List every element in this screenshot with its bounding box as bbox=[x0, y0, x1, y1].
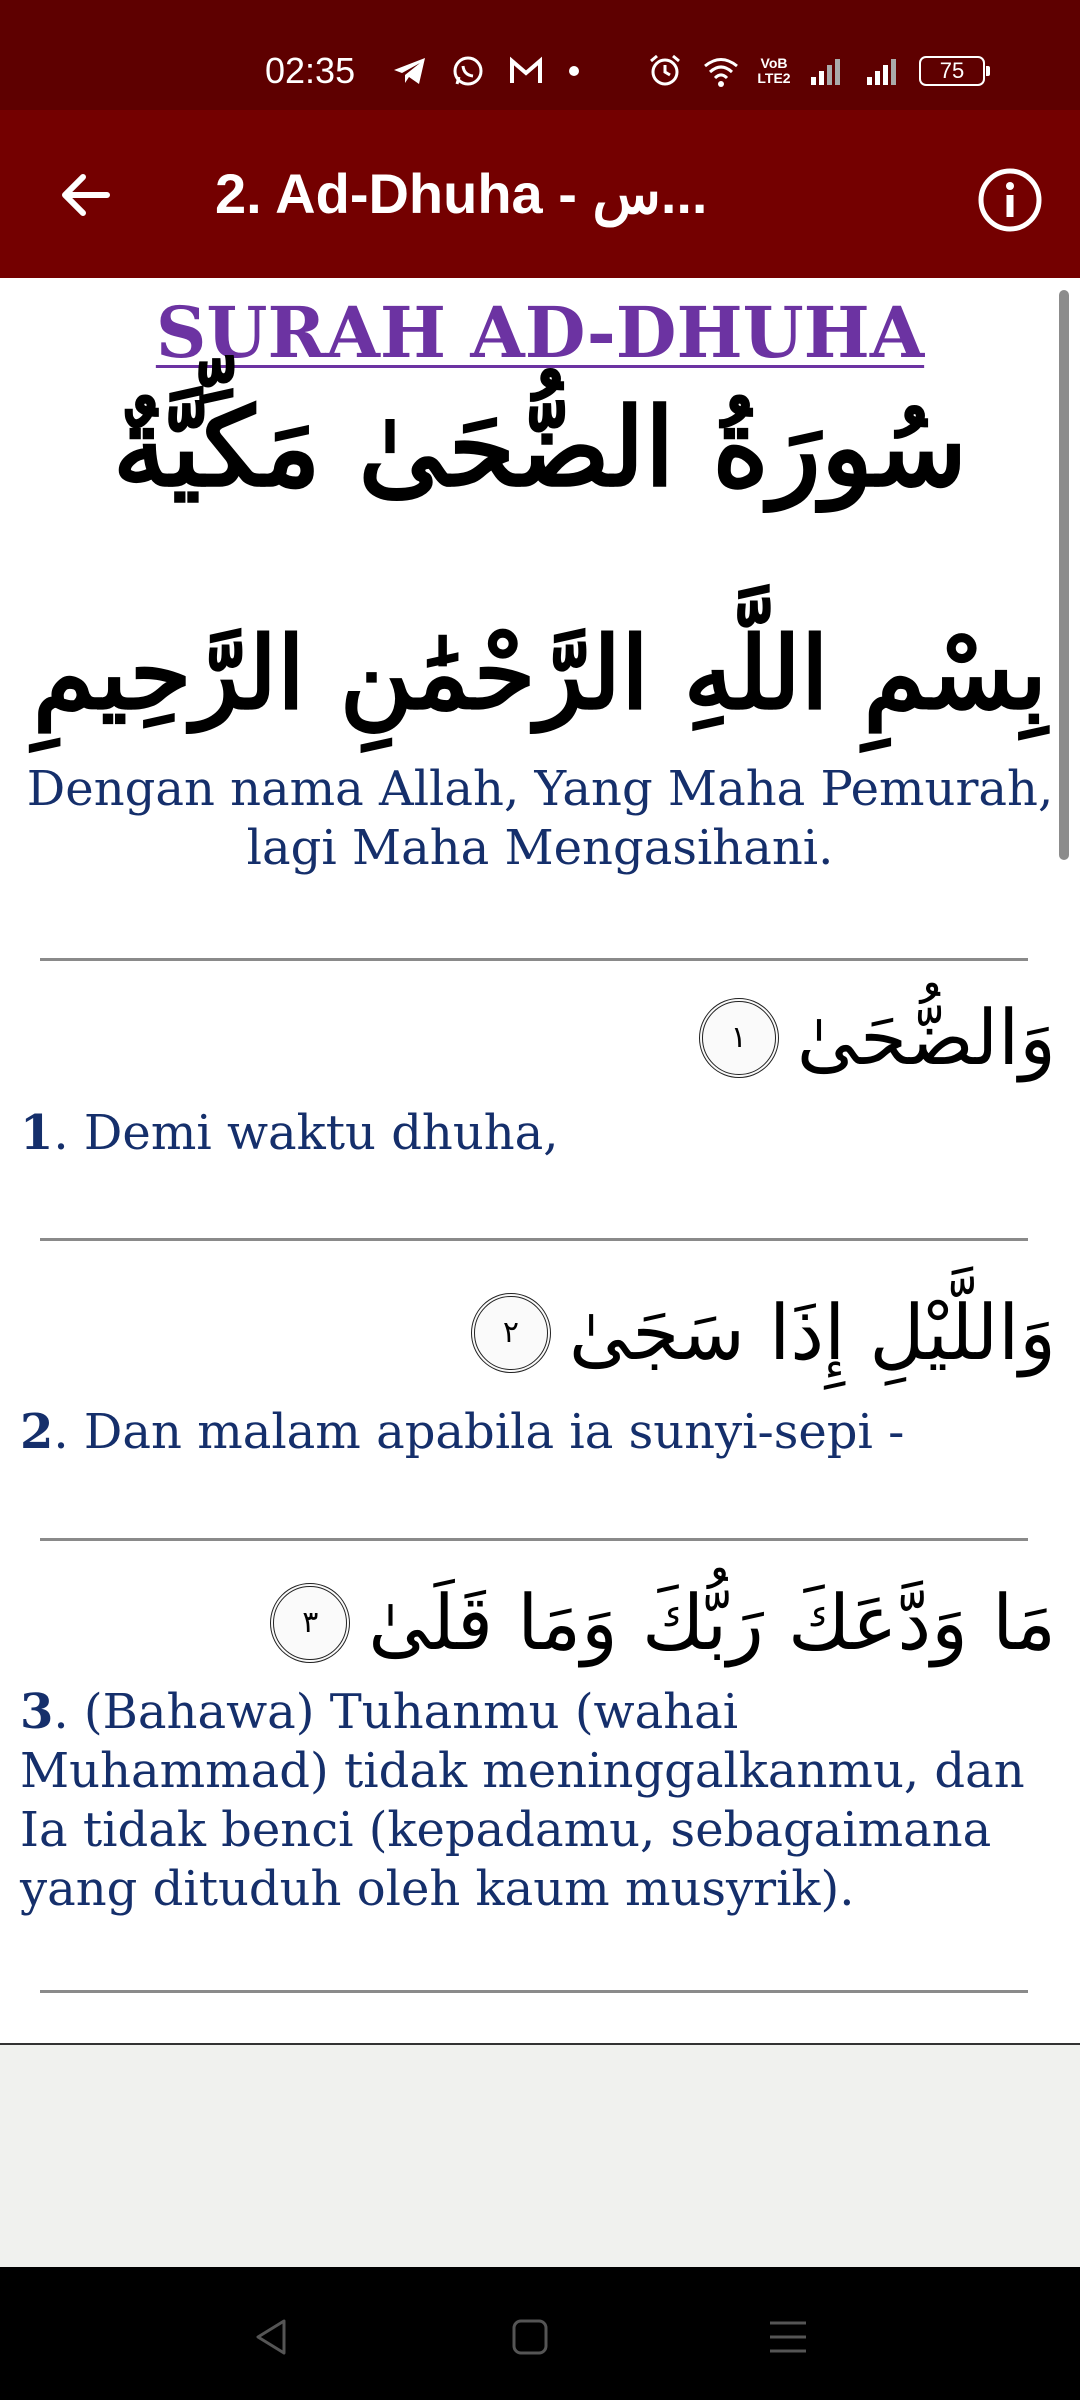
dot-icon bbox=[564, 53, 584, 89]
bismillah-translation: Dengan nama Allah, Yang Maha Pemurah, lagi Maha Mengasihani. bbox=[26, 761, 1054, 876]
volte-label-top: VoB bbox=[760, 55, 788, 71]
system-nav-bar bbox=[0, 2267, 1080, 2400]
volte-label-bottom: LTE2 bbox=[757, 70, 791, 86]
bottom-panel bbox=[0, 2043, 1080, 2267]
ayah-marker-1: ١ bbox=[699, 998, 779, 1078]
ayah-number: 2 bbox=[20, 1404, 54, 1460]
ayah-arabic-3 bbox=[270, 1568, 1056, 1678]
ayah-arabic-2 bbox=[471, 1278, 1056, 1388]
surah-heading: SURAH AD-DHUHA bbox=[155, 291, 925, 374]
ayah-translation-3 bbox=[20, 1683, 1060, 1919]
divider bbox=[40, 958, 1028, 961]
nav-recents-icon bbox=[766, 2315, 810, 2359]
status-bar bbox=[0, 0, 1080, 110]
ayah-translation-1 bbox=[20, 1104, 1060, 1163]
whatsapp-icon bbox=[448, 53, 488, 89]
arrow-left-icon bbox=[57, 167, 113, 223]
ayah-arabic-text: وَالضُّحَىٰ bbox=[796, 993, 1056, 1082]
nav-home-button[interactable] bbox=[490, 2297, 570, 2377]
nav-recents-button[interactable] bbox=[748, 2297, 828, 2377]
wifi-icon bbox=[701, 53, 741, 89]
back-button[interactable] bbox=[40, 150, 130, 240]
nav-back-icon bbox=[250, 2315, 294, 2359]
surah-content[interactable] bbox=[0, 278, 1080, 2043]
volte-icon bbox=[757, 56, 791, 86]
ayah-arabic-1 bbox=[699, 983, 1056, 1093]
gmail-icon bbox=[506, 53, 546, 89]
ayah-translation-text: . (Bahawa) Tuhanmu (wahai Muhammad) tidak meninggalkanmu, dan Ia tidak benci (kepadamu, sebagaimana yang dituduh oleh kaum musyrik). bbox=[20, 1684, 1025, 1917]
system-icons bbox=[645, 48, 985, 94]
ayah-arabic-text: وَاللَّيْلِ إِذَا سَجَىٰ bbox=[568, 1288, 1056, 1377]
ayah-translation-text: . Dan malam apabila ia sunyi-sepi - bbox=[53, 1404, 905, 1460]
signal-icon bbox=[863, 53, 903, 89]
signal-icon bbox=[807, 53, 847, 89]
page-title: 2. Ad-Dhuha - س... bbox=[215, 162, 708, 225]
nav-home-icon bbox=[508, 2315, 552, 2359]
arabic-surah-title: سُورَةُ الضُّحَىٰ مَكِّيَّةٌ bbox=[112, 385, 968, 511]
nav-back-button[interactable] bbox=[232, 2297, 312, 2377]
notification-icons bbox=[390, 48, 584, 94]
info-icon bbox=[977, 167, 1043, 233]
ayah-number: 1 bbox=[20, 1105, 54, 1161]
ayah-translation-2 bbox=[20, 1403, 1060, 1462]
ayah-marker-2: ٢ bbox=[471, 1293, 551, 1373]
telegram-icon bbox=[390, 53, 430, 89]
status-time: 02:35 bbox=[265, 50, 356, 91]
ayah-number: 3 bbox=[20, 1684, 54, 1740]
ayah-translation-text: . Demi waktu dhuha, bbox=[53, 1105, 559, 1161]
ayah-arabic-text: مَا وَدَّعَكَ رَبُّكَ وَمَا قَلَىٰ bbox=[368, 1578, 1056, 1667]
info-button[interactable] bbox=[965, 155, 1055, 245]
ayah-marker-3: ٣ bbox=[270, 1583, 350, 1663]
divider bbox=[40, 1990, 1028, 1993]
divider bbox=[40, 1538, 1028, 1541]
bismillah: بِسْمِ اللَّهِ الرَّحْمَٰنِ الرَّحِيمِ bbox=[32, 614, 1048, 732]
scrollbar[interactable] bbox=[1059, 290, 1069, 860]
app-bar bbox=[0, 110, 1080, 278]
alarm-icon bbox=[645, 53, 685, 89]
divider bbox=[40, 1238, 1028, 1241]
battery-icon: 75 bbox=[919, 56, 985, 86]
